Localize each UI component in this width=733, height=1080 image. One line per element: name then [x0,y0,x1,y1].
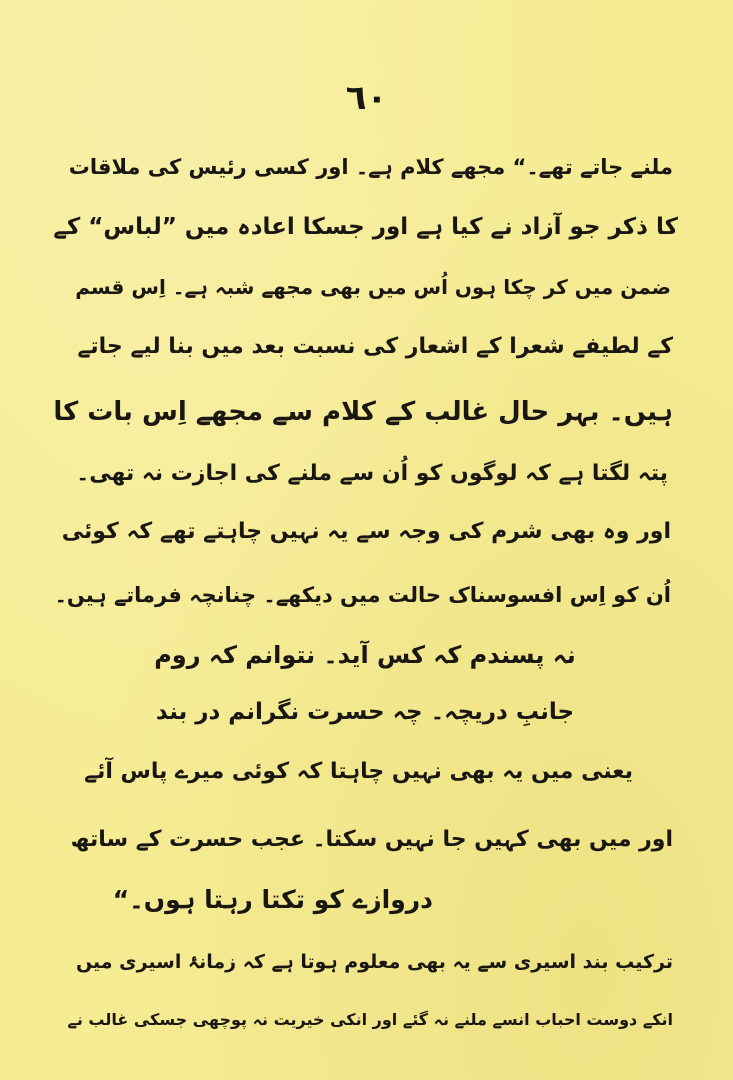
closing-line-1: ترکیب بند اسیری سے یہ بھی معلوم ہوتا ہے کہ زمانۂ اسیری میں [75,951,673,973]
text-line-3: ضمن میں کر چکا ہوں اُس میں بھی مجھے شبہ ہے۔ اِس قسم [75,275,671,299]
translation-line-1: یعنی میں یہ بھی نہیں چاہتا کہ کوئی میرے پاس آئے [84,759,633,784]
text-line-5: ہیں۔ بہر حال غالب کے کلام سے مجھے اِس بات کا [53,397,673,427]
text-line-8: اُن کو اِس افسوسناک حالت میں دیکھے۔ چنانچہ فرماتے ہیں۔ [54,583,671,607]
closing-line-2: انکے دوست احباب انسے ملنے نہ گئے اور انکی خیریت نہ پوچھی جسکی غالب نے [67,1010,673,1029]
translation-line-2: اور میں بھی کہیں جا نہیں سکتا۔ عجب حسرت کے ساتھ [70,827,673,852]
text-line-7: اور وہ بھی شرم کی وجہ سے یہ نہیں چاہتے تھے کہ کوئی [61,519,671,544]
text-line-6: پتہ لگتا ہے کہ لوگوں کو اُن سے ملنے کی اجازت نہ تھی۔ [76,461,668,486]
text-line-4: کے لطیفے شعرا کے اشعار کی نسبت بعد میں بنا لیے جاتے [77,334,673,359]
text-line-1: ملنے جاتے تھے۔“ مجھے کلام ہے۔ اور کسی رئیس کی ملاقات [68,155,673,179]
page-number: ٦٠ [345,78,388,118]
verse-line-1: نہ پسندم کہ کس آید۔ نتوانم کہ روم [154,641,576,669]
verse-line-2: جانبِ دریچہ۔ چہ حسرت نگرانم در بند [155,699,575,725]
translation-line-3: دروازے کو تکتا رہتا ہوں۔“ [112,885,433,914]
text-line-2: کا ذکر جو آزاد نے کیا ہے اور جسکا اعادہ میں ”لباس“ کے [53,214,678,240]
